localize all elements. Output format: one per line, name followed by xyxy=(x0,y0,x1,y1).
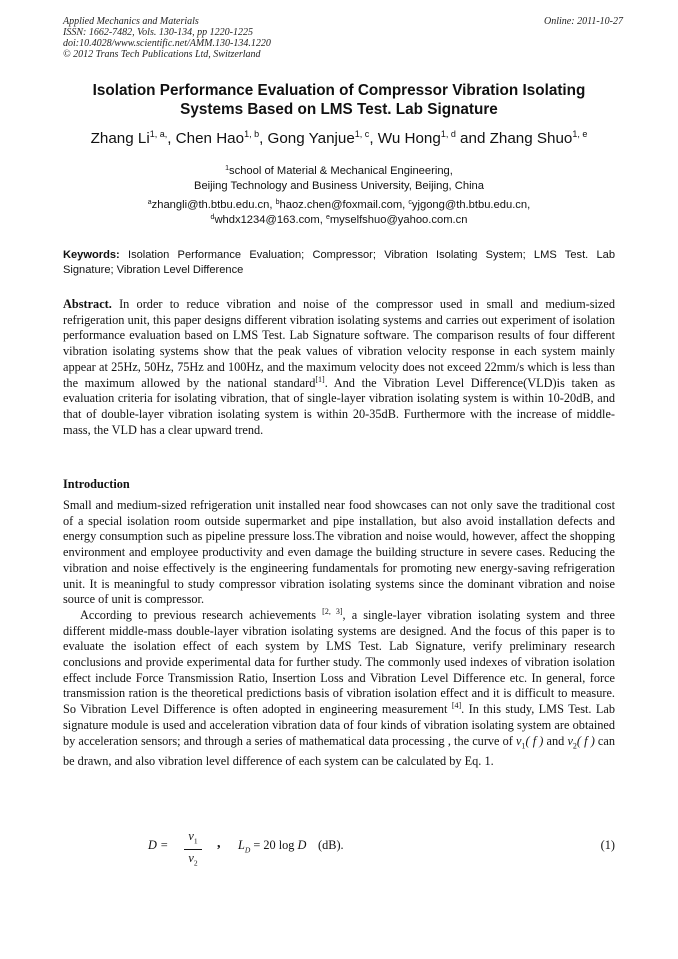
author-sup: 1, e xyxy=(572,129,588,139)
equation-unit: (dB). xyxy=(318,838,344,852)
affiliation-line-1: school of Material & Mechanical Engineering, xyxy=(229,165,453,177)
author-sup: 1, b xyxy=(244,129,260,139)
equation-1: D = $v_1$ $v_2$ , $L_D = 20$ log D (dB). (1) xyxy=(148,827,615,865)
citation-ref[interactable]: [4] xyxy=(451,701,462,711)
inline-math-v1: $v_1$( f ) xyxy=(516,733,544,750)
abstract-label: Abstract. xyxy=(63,297,112,311)
author-sup: 1, c xyxy=(354,129,370,139)
email-link[interactable]: zhangli@th.btbu.edu.cn xyxy=(151,199,270,211)
introduction-body xyxy=(63,498,615,769)
author-list: Zhang $Li^{1, a,}$, Chen Hao$^{1, b}$, Gong Yanjue$^{1, c}$, Wu Hong$^{1, d}$ and Zhang Shuo$^{1, e}$ xyxy=(90,129,588,147)
author-name: Zhang Li xyxy=(90,130,150,147)
email-link[interactable]: haoz.chen@foxmail.com xyxy=(279,199,403,211)
paragraph: Small and medium-sized refrigeration unit installed near food showcases can not only save the traditional cost of a special isolation room outside supermarket and pipe installation, but also avoid installation defects and energy consumption such as pipeline pressure loss.The vibration and noise would, however, affect the shopping environment and employee productivity and even damage the building structure in severe cases. Reducing the vibration and noise effectively is the engineering fundamentals for promoting new energy-saving refrigeration unit. It is meaningful to study compressor vibration isolating systems since the dominant vibration and noise source of unit is compressor. xyxy=(63,498,615,607)
author-sup: 1, d xyxy=(440,129,456,139)
email-link[interactable]: whdx1234@163.com xyxy=(214,213,320,226)
paper-title: Isolation Performance Evaluation of Compressor Vibration Isolating Systems Based on LMS Test. Lab Signature xyxy=(92,82,586,118)
author-name: Gong Yanjue xyxy=(267,130,355,147)
inline-math-v2: $v_2$( f ) xyxy=(567,733,595,750)
abstract: Abstract. In order to reduce vibration and noise of the compressor used in small and medium-sized refrigeration unit, this paper designs different vibration isolating systems and carries out experiment of isolation performance evaluation based on LMS Test. Lab Signature software. The comparison results of four different vibration isolating systems show that the peak values of vibration velocity response in each system mainly appear at 25Hz, 50Hz, 75Hz and 100Hz, and the maximum velocity does not exceed 22mm/s which is less than the maximum allowed by the national standard[1]. And the Vibration Level Difference(VLD)is taken as evaluation criteria for isolating vibration, that of single-layer vibration isolating system is within 10-20dB, and that of double-layer vibration isolating system is within 20-35dB. Furthermore with the increase of middle-mass, the VLD has a clear upward trend. xyxy=(63,297,615,437)
author-sup: 1, a, xyxy=(149,129,168,139)
issn-line: ISSN: 1662-7482, Vols. 130-134, pp 1220-1225 xyxy=(63,27,253,38)
email-link[interactable]: yjgong@th.btbu.edu.cn xyxy=(411,199,528,211)
keywords-text: Isolation Performance Evaluation; Compressor; Vibration Isolating System; LMS Test. Lab Signature; Vibration Level Difference xyxy=(63,249,615,276)
equation-lhs: D = xyxy=(148,838,169,852)
email-link[interactable]: myselfshuo@yahoo.com.cn xyxy=(329,213,468,226)
author-name: Chen Hao xyxy=(175,130,245,147)
keywords-label: Keywords: xyxy=(63,249,120,261)
email-list: $^a$zhangli@th.btbu.edu.cn, $^b$haoz.chen@foxmail.com, $^c$yjgong@th.btbu.edu.cn, $^d$whdx1234@163.com, $^e$myselfshuo@yahoo.com.cn xyxy=(147,199,531,226)
affiliation: $^1$school of Material & Mechanical Engineering, Beijing Technology and Business University, Beijing, China xyxy=(63,164,615,193)
equation-rhs: $L_D = 20$ log D xyxy=(238,838,307,855)
doi-line: doi:10.4028/www.scientific.net/AMM.130-134.1220 xyxy=(63,38,271,49)
author-name: Zhang Shuo xyxy=(489,130,573,147)
copyright-line: © 2012 Trans Tech Publications Ltd, Switzerland xyxy=(63,49,261,60)
equation-fraction: $v_1$ $v_2$ xyxy=(184,829,202,871)
journal-header xyxy=(63,16,623,60)
journal-name: Applied Mechanics and Materials xyxy=(63,16,199,27)
affiliation-line-2: Beijing Technology and Business University, Beijing, China xyxy=(194,179,484,192)
citation-ref[interactable]: [1] xyxy=(315,374,325,384)
keywords xyxy=(63,248,615,277)
paragraph: According to previous research achievements [2, 3], a single-layer vibration isolating system and three different middle-mass double-layer vibration isolating systems are designed. And the focus of this paper is to evaluate the isolation effect of each system by LMS Test. Lab Signature, verify preliminary research conclusions and provide experimental data for further study. The commonly used indexes of vibration isolation effect include Force Transmission Ratio, Insertion Loss and Vibration Level Difference etc. In general, force transmission ration is the theoretical predictions basis of vibration isolation effect and it is difficult to measure. So Vibration Level Difference is often adopted in engineering measurement [4]. In this study, LMS Test. Lab signature module is used and acceleration vibration data of four kinds of vibration isolating system are obtained by acceleration sensors; and through a series of mathematical data processing , the curve of $v_1$( f ) and $v_2$( f ) can be drawn, and also vibration level difference of each system can be calculated by Eq. 1. xyxy=(63,606,616,768)
author-name: Wu Hong xyxy=(377,130,441,147)
online-date: Online: 2011-10-27 xyxy=(544,16,623,27)
section-heading-introduction: Introduction xyxy=(63,477,130,491)
citation-ref[interactable]: [2, 3] xyxy=(322,606,343,616)
equation-number: (1) xyxy=(600,838,615,852)
